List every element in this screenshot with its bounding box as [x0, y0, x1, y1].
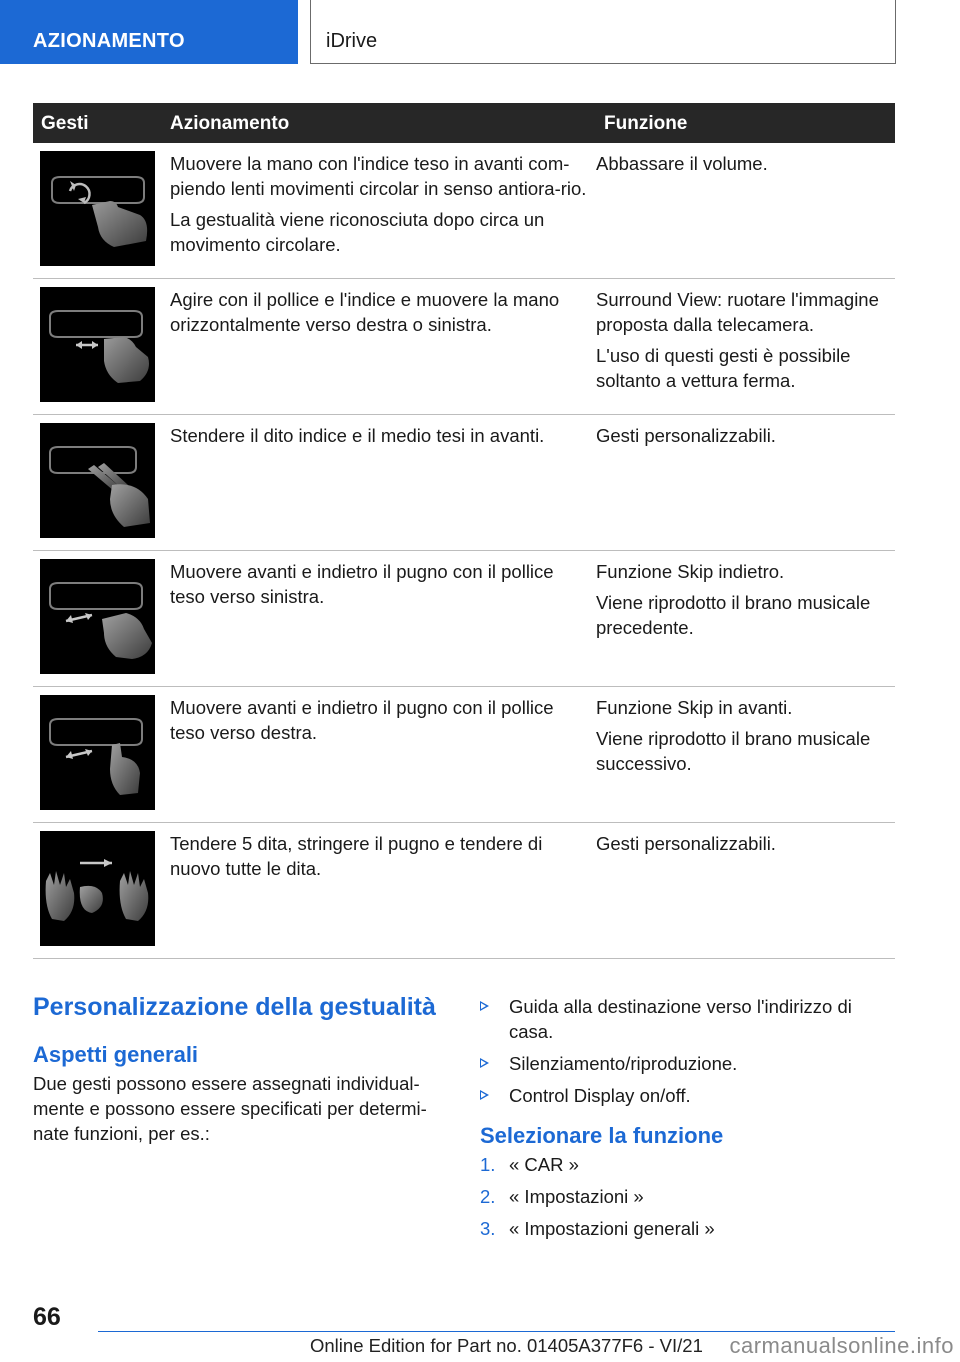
header-operation: Azionamento — [162, 103, 596, 143]
options-list — [480, 994, 895, 1108]
function-text: Abbassare il volume. — [596, 153, 768, 174]
function-text: Viene riprodotto il brano musicale precedente. — [596, 592, 871, 638]
list-item-text: Silenziamento/riproduzione. — [509, 1053, 738, 1074]
left-column — [33, 992, 453, 1146]
list-item — [480, 994, 895, 1044]
gestures-table — [33, 103, 895, 959]
rotate-hand-icon — [40, 151, 155, 266]
step-item — [480, 1216, 895, 1241]
function-cell — [596, 415, 895, 551]
step-number: 3. — [480, 1218, 496, 1239]
watermark: carmanualsonline.info — [729, 1333, 954, 1358]
subsection-title-general: Aspetti generali — [33, 1042, 199, 1067]
step-number: 2. — [480, 1186, 496, 1207]
operation-text: Muovere avanti e indietro il pugno con il pollice teso verso destra. — [170, 697, 554, 743]
header-function: Funzione — [596, 103, 895, 143]
gesture-cell — [33, 551, 162, 687]
function-cell — [596, 687, 895, 823]
operation-text: Muovere la mano con l'indice teso in avanti com-piendo lenti movimenti circolar in senso antiora-rio. — [170, 153, 587, 199]
step-text: « CAR » — [509, 1154, 579, 1175]
step-text: « Impostazioni » — [509, 1186, 644, 1207]
function-text: Gesti personalizzabili. — [596, 833, 776, 854]
header-gestures: Gesti — [33, 103, 162, 143]
operation-cell — [162, 143, 596, 279]
general-text: Due gesti possono essere assegnati individual-mente e possono essere specificati per determi-nate funzioni, per es.: — [33, 1073, 427, 1144]
function-text: Funzione Skip in avanti. — [596, 697, 793, 718]
table-row — [33, 279, 895, 415]
triangle-bullet-icon — [480, 1001, 489, 1011]
step-text: « Impostazioni generali » — [509, 1218, 715, 1239]
gesture-cell — [33, 143, 162, 279]
function-cell — [596, 823, 895, 959]
table-row — [33, 143, 895, 279]
operation-cell — [162, 687, 596, 823]
footer-divider — [98, 1331, 895, 1332]
step-item — [480, 1152, 895, 1177]
operation-cell — [162, 415, 596, 551]
pinch-swipe-hand-icon — [40, 287, 155, 402]
step-item — [480, 1184, 895, 1209]
operation-text: Stendere il dito indice e il medio tesi in avanti. — [170, 425, 545, 446]
fist-thumb-right-icon — [40, 695, 155, 810]
function-cell — [596, 143, 895, 279]
operation-cell — [162, 823, 596, 959]
gesture-cell — [33, 823, 162, 959]
page-number: 66 — [33, 1303, 61, 1331]
function-text: Funzione Skip indietro. — [596, 561, 785, 582]
function-text: L'uso di questi gesti è possibile soltanto a vettura ferma. — [596, 345, 851, 391]
operation-cell — [162, 279, 596, 415]
table-header-row — [33, 103, 895, 143]
function-text: Gesti personalizzabili. — [596, 425, 776, 446]
table-row — [33, 823, 895, 959]
gesture-cell — [33, 415, 162, 551]
operation-text: Agire con il pollice e l'indice e muovere la mano orizzontalmente verso destra o sinistra. — [170, 289, 560, 335]
section-tab: AZIONAMENTO — [0, 0, 298, 64]
gesture-cell — [33, 687, 162, 823]
open-close-hand-icon — [40, 831, 155, 946]
table-row — [33, 415, 895, 551]
operation-text: La gestualità viene riconosciuta dopo circa un movimento circolare. — [170, 209, 545, 255]
operation-text: Muovere avanti e indietro il pugno con il pollice teso verso sinistra. — [170, 561, 554, 607]
gesture-cell — [33, 279, 162, 415]
steps-list — [480, 1152, 895, 1241]
section-title: Personalizzazione della gestualità — [33, 993, 436, 1021]
table-row — [33, 551, 895, 687]
two-finger-point-icon — [40, 423, 155, 538]
step-number: 1. — [480, 1154, 496, 1175]
list-item-text: Control Display on/off. — [509, 1085, 691, 1106]
fist-thumb-left-icon — [40, 559, 155, 674]
subsection-title-select: Selezionare la funzione — [480, 1123, 724, 1148]
function-text: Surround View: ruotare l'immagine proposta dalla telecamera. — [596, 289, 879, 335]
list-item — [480, 1083, 895, 1108]
footer-edition: Online Edition for Part no. 01405A377F6 - VI/21 — [310, 1335, 703, 1356]
table-row — [33, 687, 895, 823]
list-item-text: Guida alla destinazione verso l'indirizzo di casa. — [509, 996, 852, 1042]
function-text: Viene riprodotto il brano musicale successivo. — [596, 728, 871, 774]
right-column — [480, 994, 895, 1248]
list-item — [480, 1051, 895, 1076]
triangle-bullet-icon — [480, 1058, 489, 1068]
operation-cell — [162, 551, 596, 687]
chapter-tab: iDrive — [310, 0, 896, 64]
triangle-bullet-icon — [480, 1090, 489, 1100]
function-cell — [596, 551, 895, 687]
operation-text: Tendere 5 dita, stringere il pugno e tendere di nuovo tutte le dita. — [170, 833, 543, 879]
function-cell — [596, 279, 895, 415]
